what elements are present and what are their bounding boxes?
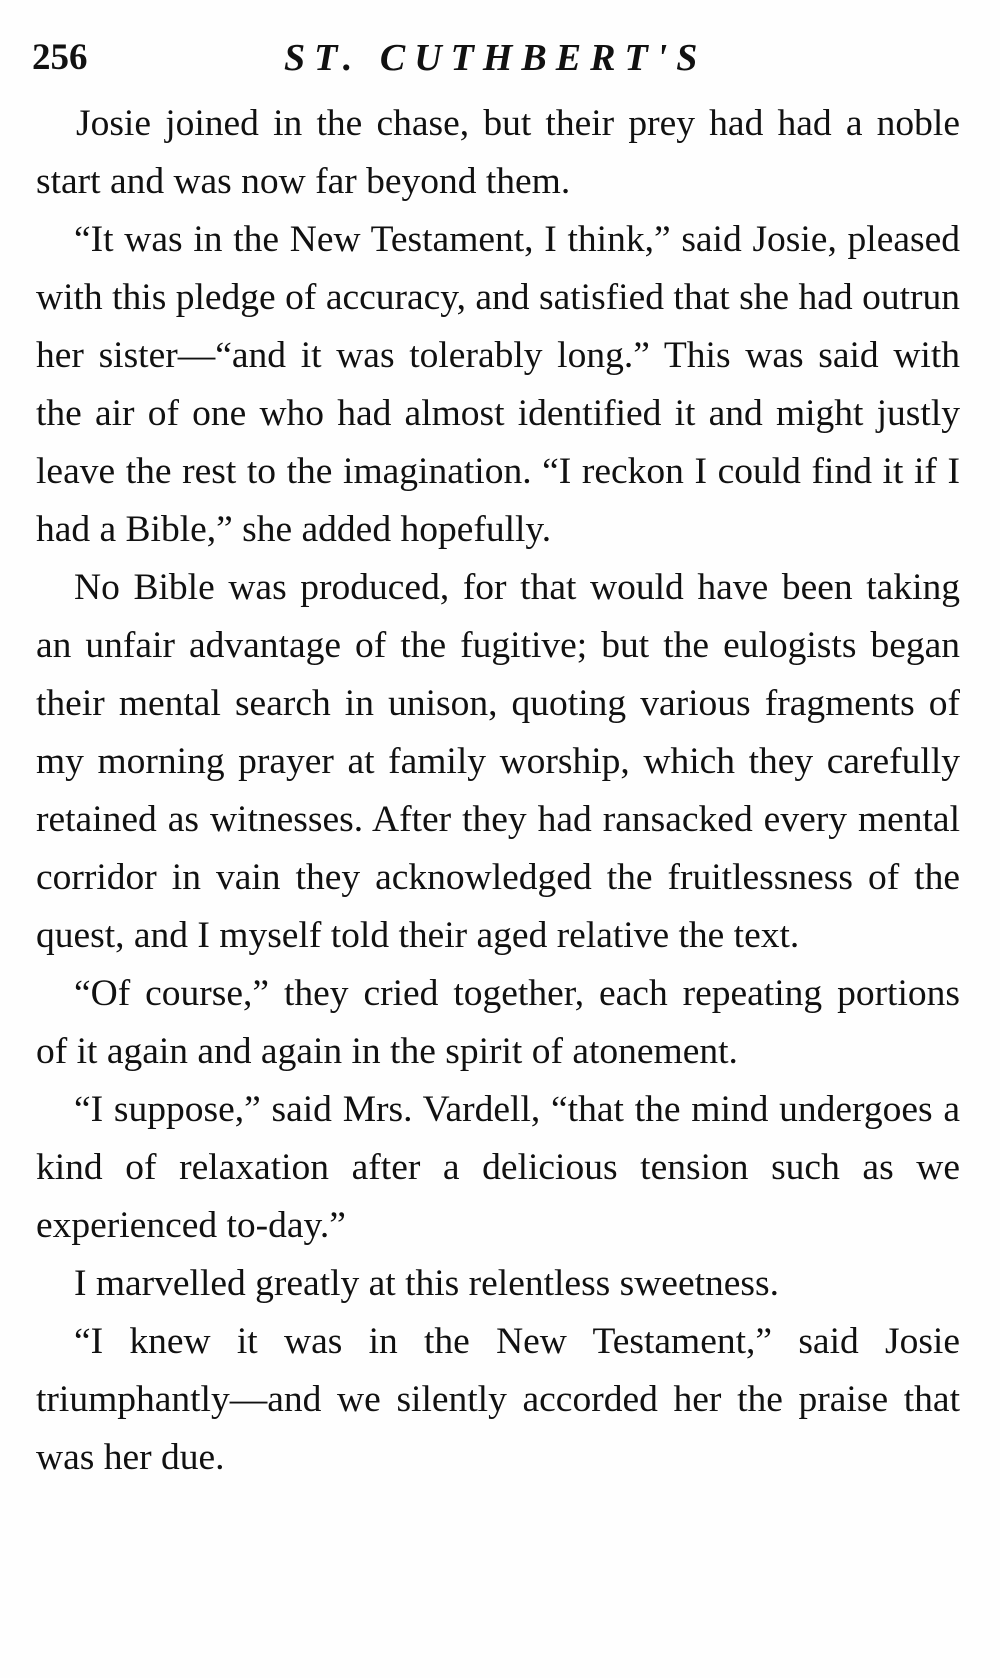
paragraph-2: “It was in the New Testament, I think,” said Josie, pleased with this pledge of accuracy, and satisfied that she had outrun her sister—“and it was tolerably long.” This was said with the air of one who had almost identified it and might justly leave the rest to the imagination. “I reckon I could find it if I had a Bible,” she added hopefully. [36,219,960,550]
running-head [32,30,932,90]
paragraph-6: I marvelled greatly at this relentless sweetness. [74,1263,779,1304]
paragraph-7: “I knew it was in the New Testament,” said Josie triumphantly—and we silently accorded her the praise that was her due. [36,1321,960,1478]
paragraph-1: Josie joined in the chase, but their prey had had a noble start and was now far beyond them. [36,103,960,202]
paragraph-5: “I suppose,” said Mrs. Vardell, “that the mind undergoes a kind of relaxation after a delicious tension such as we experienced to-day.” [36,1089,960,1246]
page-number: 256 [32,37,88,78]
paragraph-4: “Of course,” they cried together, each repeating portions of it again and again in the spirit of atonement. [36,973,960,1072]
body-text [36,95,960,1487]
paragraph-3: No Bible was produced, for that would have been taking an unfair advantage of the fugitive; but the eulogists began their mental search in unison, quoting various fragments of my morning prayer at family worship, which they carefully retained as witnesses. After they had ransacked every mental corridor in vain they acknowledged the fruitlessness of the quest, and I myself told their aged relative the text. [36,567,960,956]
running-head-title: ST. CUTHBERT'S [284,37,707,79]
